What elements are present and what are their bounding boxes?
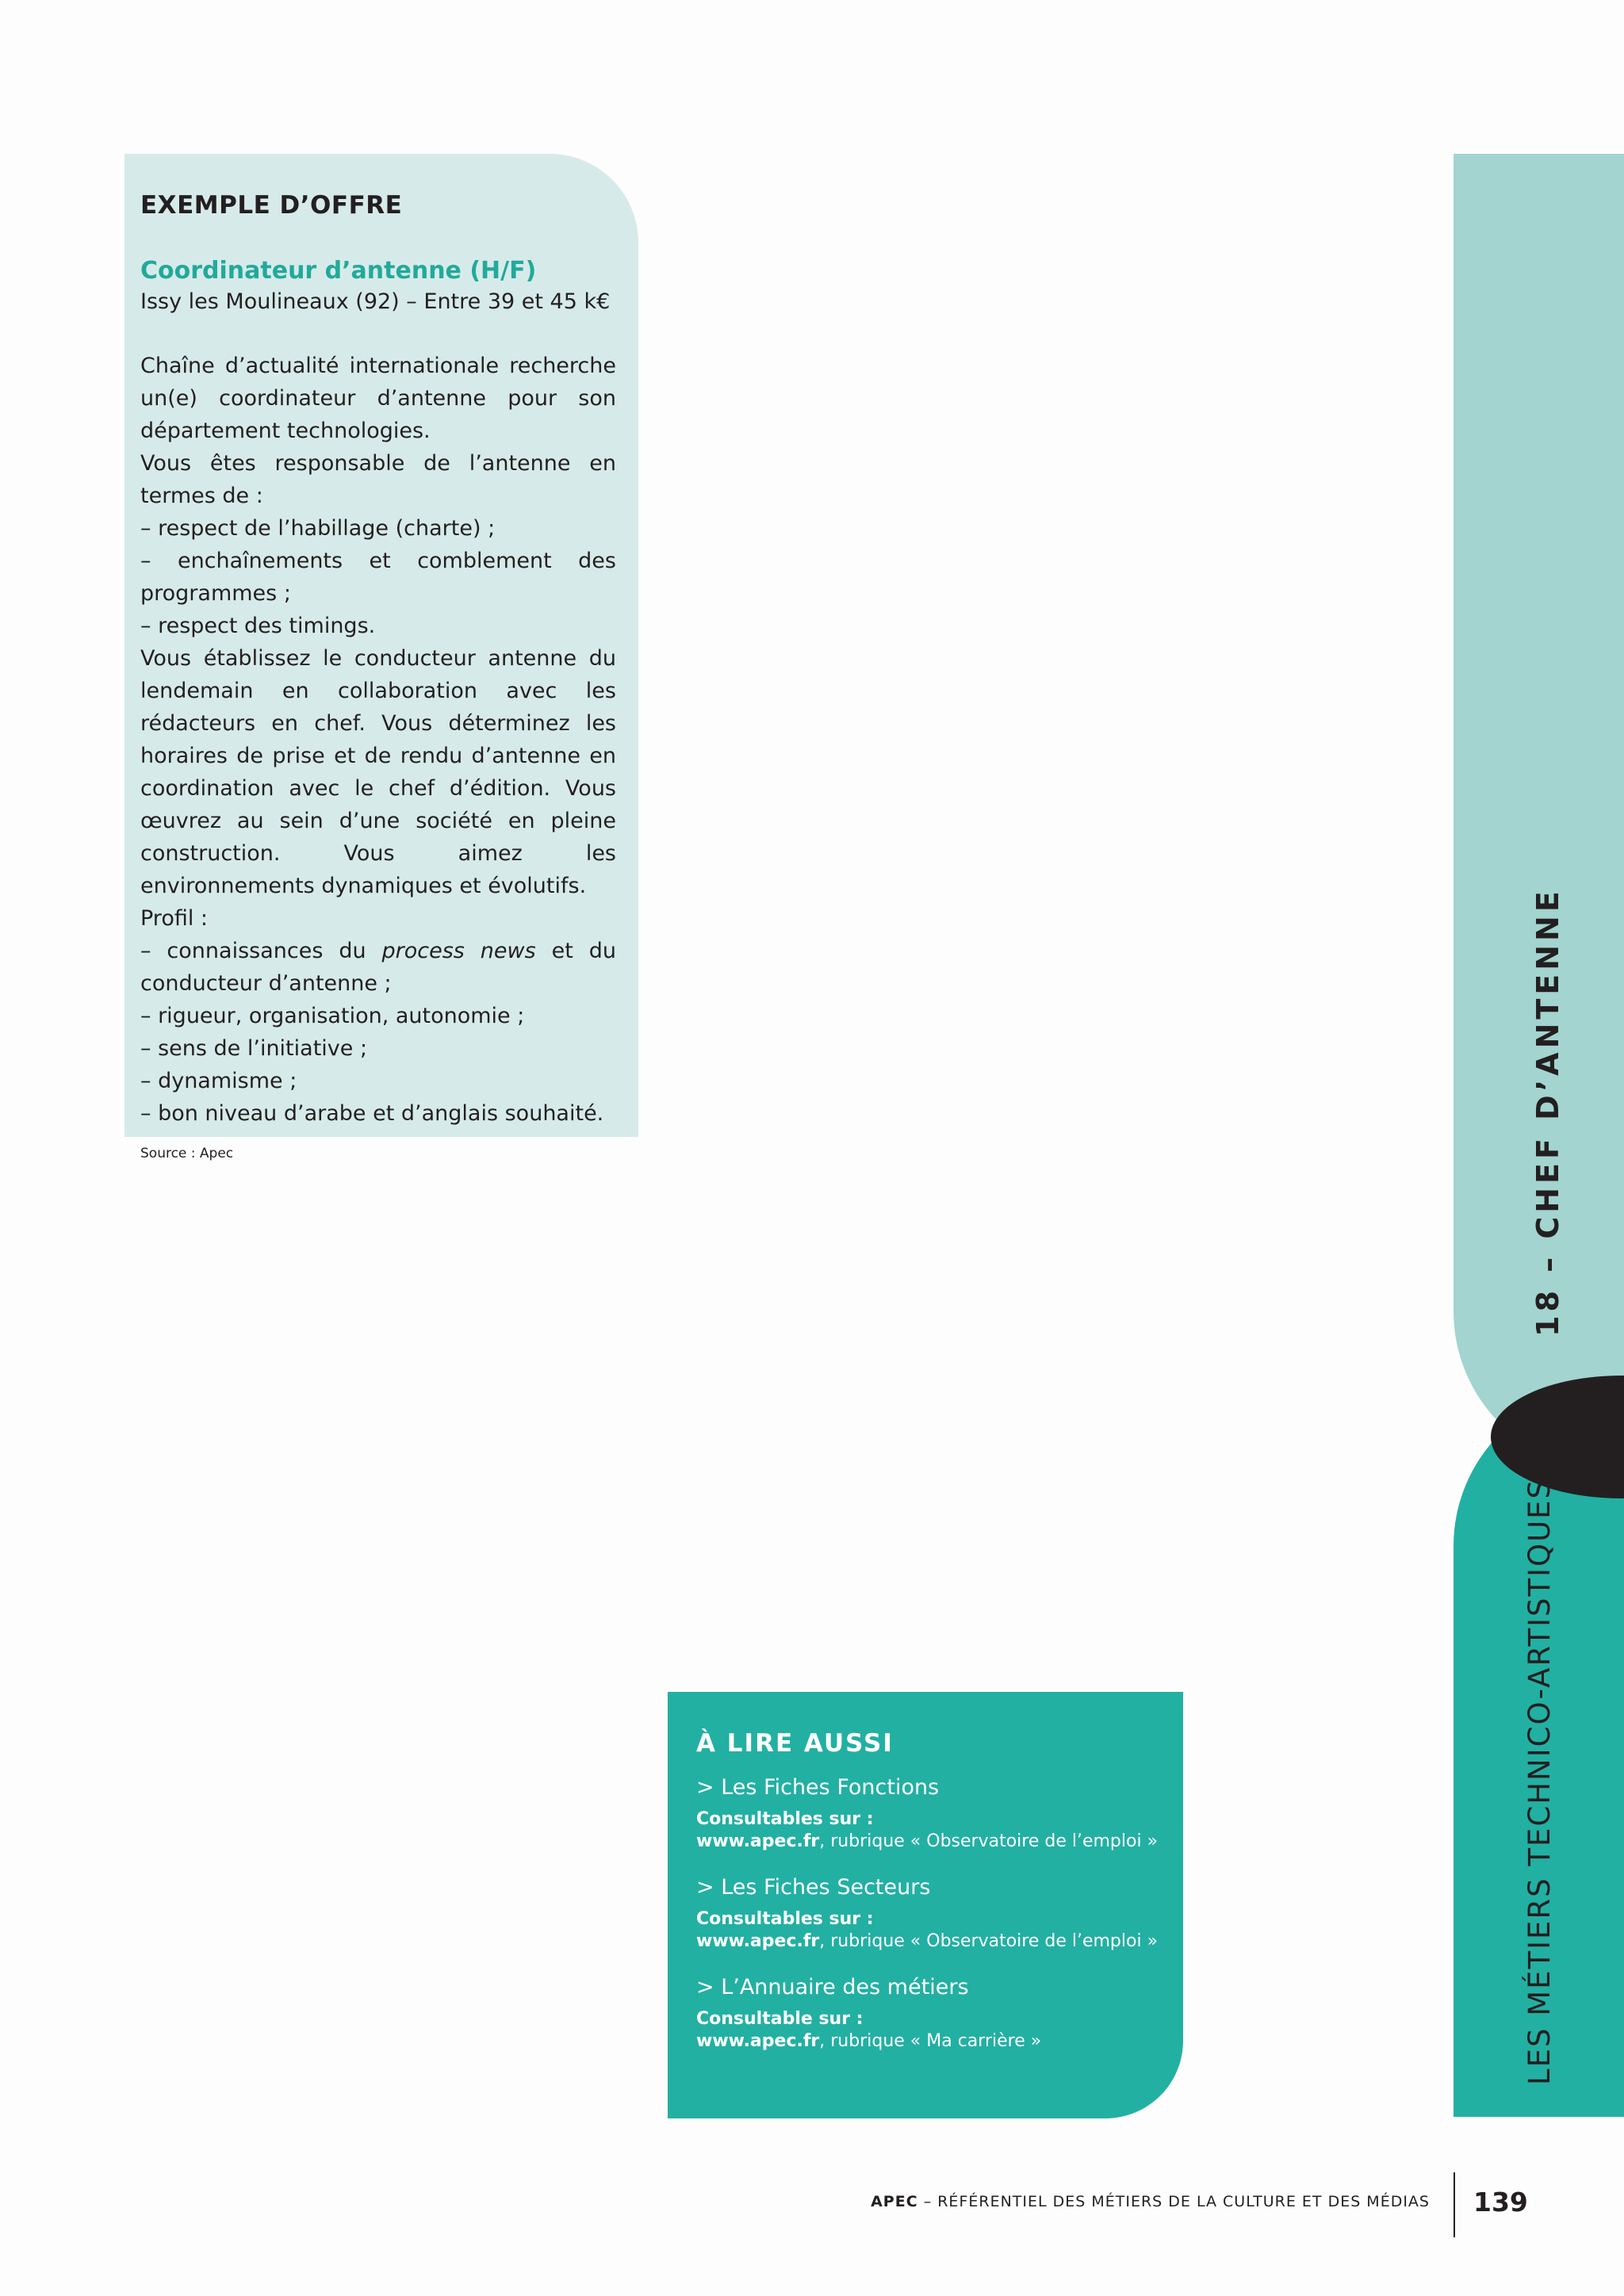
profile-suffix: et du conducteur d’antenne ; [140, 939, 616, 996]
profile-prefix: – connaissances du [140, 939, 382, 963]
offer-line: – respect des timings. [140, 614, 376, 638]
read-more-item [696, 1873, 1159, 1953]
read-more-url-line: www.apec.fr, rubrique « Observatoire de l’emploi » [696, 1831, 1159, 1851]
profile-line: – rigueur, organisation, autonomie ; [140, 1004, 525, 1028]
read-more-url-line: www.apec.fr, rubrique « Ma carrière » [696, 2031, 1042, 2051]
read-more-label: Consultables sur : [696, 1909, 874, 1929]
read-more-item [696, 1774, 1159, 1853]
profile-line [140, 935, 616, 1000]
offer-line: Vous êtes responsable de l’antenne en termes de : [140, 451, 616, 508]
read-more-link[interactable]: > L’Annuaire des métiers [696, 1975, 969, 1999]
read-more-url-line: www.apec.fr, rubrique « Observatoire de l’emploi » [696, 1931, 1159, 1951]
offer-location: Issy les Moulineaux (92) – Entre 39 et 45 k€ [140, 289, 611, 314]
offer-line: Profil : [140, 906, 209, 931]
offer-job-title: Coordinateur d’antenne (H/F) [140, 257, 537, 285]
offer-source: Source : Apec [140, 1146, 234, 1161]
offer-body [140, 350, 616, 1130]
offer-line: Chaîne d’actualité internationale recherche un(e) coordinateur d’antenne pour son département technologies. [140, 354, 616, 443]
profile-line: – sens de l’initiative ; [140, 1036, 368, 1061]
offer-heading: EXEMPLE D’OFFRE [140, 191, 403, 220]
job-offer-box [124, 154, 638, 1161]
read-more-link[interactable]: > Les Fiches Secteurs [696, 1875, 931, 1900]
offer-line: Vous établissez le conducteur antenne du lendemain en collaboration avec les rédacteurs en chef. Vous déterminez les horaires de prise et de rendu d’antenne en coordination avec le chef d’édition. Vous œuvrez au sein d’une société en pleine construction. Vous aimez les environnements dynamiques et évolutifs. [140, 646, 616, 898]
page-number: 139 [1473, 2187, 1528, 2218]
footer [793, 2193, 1430, 2210]
read-more-label: Consultables sur : [696, 1809, 874, 1829]
profile-line: – bon niveau d’arabe et d’anglais souhaité. [140, 1101, 604, 1126]
read-more-heading: À LIRE AUSSI [696, 1729, 894, 1758]
footer-brand: APEC [871, 2193, 918, 2210]
profile-line: – dynamisme ; [140, 1069, 297, 1093]
footer-text: – RÉFÉRENTIEL DES MÉTIERS DE LA CULTURE ET DES MÉDIAS [917, 2193, 1430, 2210]
offer-line: – enchaînements et comblement des programmes ; [140, 549, 616, 606]
read-more-item [696, 1973, 1159, 2053]
offer-line: – respect de l’habillage (charte) ; [140, 516, 496, 541]
section-title: LES MÉTIERS TECHNICO-ARTISTIQUES [1522, 1478, 1557, 2085]
chapter-title: 18 – CHEF D’ANTENNE [1530, 887, 1565, 1337]
read-more-box [668, 1692, 1183, 2118]
apec-url-link[interactable]: www.apec.fr [696, 1831, 820, 1851]
footer-divider [1454, 2172, 1455, 2237]
read-more-label: Consultable sur : [696, 2009, 864, 2029]
apec-url-link[interactable]: www.apec.fr [696, 1931, 820, 1951]
profile-italic-term: process news [381, 939, 536, 963]
apec-url-link[interactable]: www.apec.fr [696, 2031, 820, 2051]
read-more-link[interactable]: > Les Fiches Fonctions [696, 1775, 940, 1800]
